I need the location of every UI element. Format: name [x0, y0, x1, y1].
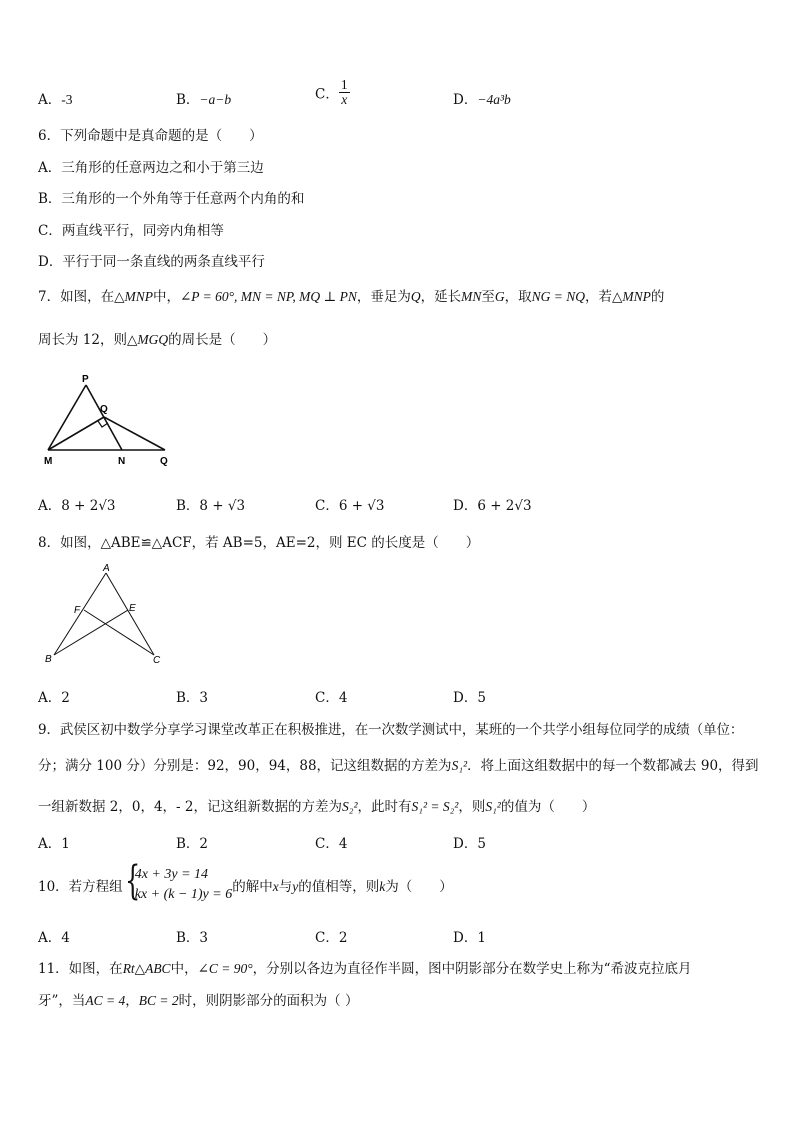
q5-option-b: B．−a−b	[176, 92, 232, 108]
q10-option-b: B．3	[176, 930, 209, 946]
q11-stem-line2: 牙”，当AC = 4，BC = 2时，则阴影部分的面积为（ ）	[38, 993, 359, 1009]
q9-option-c: C．4	[315, 836, 348, 852]
q7-label-n: N	[118, 456, 126, 467]
q8-option-b: B．3	[176, 690, 209, 706]
q9-stem-line2: 分；满分 100 分）分别是：92，90，94，88，记这组数据的方差为S₁²．将上面这组数据中的每一个数都减去 90，得到	[38, 758, 759, 774]
q6-option-a: A．三角形的任意两边之和小于第三边	[38, 160, 264, 176]
q8-segment-be	[54, 610, 128, 655]
q8-stem: 8．如图，△ABE≌△ACF，若 AB=5，AE=2，则 EC 的长度是（ ）	[38, 535, 480, 551]
q8-label-a: A	[103, 563, 110, 574]
q8-segment-ac	[106, 573, 154, 655]
q7-label-q: Q	[100, 404, 108, 415]
q7-option-d: D．6 + 2√3	[453, 498, 532, 514]
q5-option-a: A．-3	[38, 92, 73, 108]
q8-option-d: D．5	[453, 690, 486, 706]
q7-label-p: P	[82, 374, 89, 385]
q9-stem-line3: 一组新数据 2，0，4，- 2，记这组新数据的方差为S₂²，此时有S₁² = S₂²，则S₁²的值为（ ）	[38, 799, 596, 815]
q6-option-b: B．三角形的一个外角等于任意两个内角的和	[38, 191, 305, 207]
q8-option-c: C．4	[315, 690, 348, 706]
q8-label-b: B	[45, 654, 52, 665]
q7-stem-line1: 7．如图，在△MNP中，∠P = 60°, MN = NP, MQ ⊥ PN，垂足为Q，延长MN至G，取NG = NQ，若△MNP的	[38, 289, 665, 305]
q9-option-d: D．5	[453, 836, 486, 852]
q6-stem: 6．下列命题中是真命题的是（ ）	[38, 128, 263, 144]
q7-triangle-figure	[40, 370, 180, 470]
q7-label-m: M	[44, 456, 53, 467]
q8-label-f: F	[74, 605, 81, 616]
q10-equation-1: 4x + 3y = 14	[134, 867, 209, 882]
q8-label-c: C	[153, 655, 161, 666]
q8-segment-cf	[84, 610, 154, 655]
q7-stem-line2: 周长为 12，则△MGQ的周长是（ ）	[38, 332, 277, 348]
q10-option-c: C．2	[315, 930, 348, 946]
q10-equation-system: { 4x + 3y = 14 kx + (k − 1)y = 6	[124, 858, 233, 904]
q7-segment-mp	[48, 385, 86, 450]
q7-label-o: Q	[160, 456, 168, 467]
q9-stem-line1: 9．武侯区初中数学分享学习课堂改革正在积极推进，在一次数学测试中，某班的一个共学小组每位同学的成绩（单位：	[38, 722, 744, 738]
q9-option-a: A．1	[38, 836, 70, 852]
q10-stem: 10．若方程组 { 4x + 3y = 14 kx + (k − 1)y = 6 的解中x与y的值相等，则k为（ ）	[38, 858, 453, 904]
q7-option-b: B．8 + √3	[176, 498, 246, 514]
q6-option-c: C．两直线平行，同旁内角相等	[38, 223, 224, 239]
q7-option-c: C．6 + √3	[315, 498, 385, 514]
q5-option-c: C． $\frac{1}{x}$	[315, 77, 348, 107]
q9-option-b: B．2	[176, 836, 209, 852]
q11-stem-line1: 11．如图，在Rt△ABC中，∠C = 90°，分别以各边为直径作半圆，图中阴影部分在数学史上称为“希波克拉底月	[38, 961, 692, 977]
q5-option-d: D．−4a³b	[453, 92, 511, 108]
q7-segment-mq-perp	[48, 417, 104, 450]
q6-option-d: D．平行于同一条直线的两条直线平行	[38, 254, 265, 270]
q10-option-d: D．1	[453, 930, 486, 946]
q8-triangle-figure	[40, 563, 170, 671]
q8-label-e: E	[129, 603, 136, 614]
q10-equation-2: kx + (k − 1)y = 6	[134, 887, 233, 902]
q8-option-a: A．2	[38, 690, 70, 706]
q10-option-a: A．4	[38, 930, 70, 946]
q7-option-a: A．8 + 2√3	[38, 498, 116, 514]
